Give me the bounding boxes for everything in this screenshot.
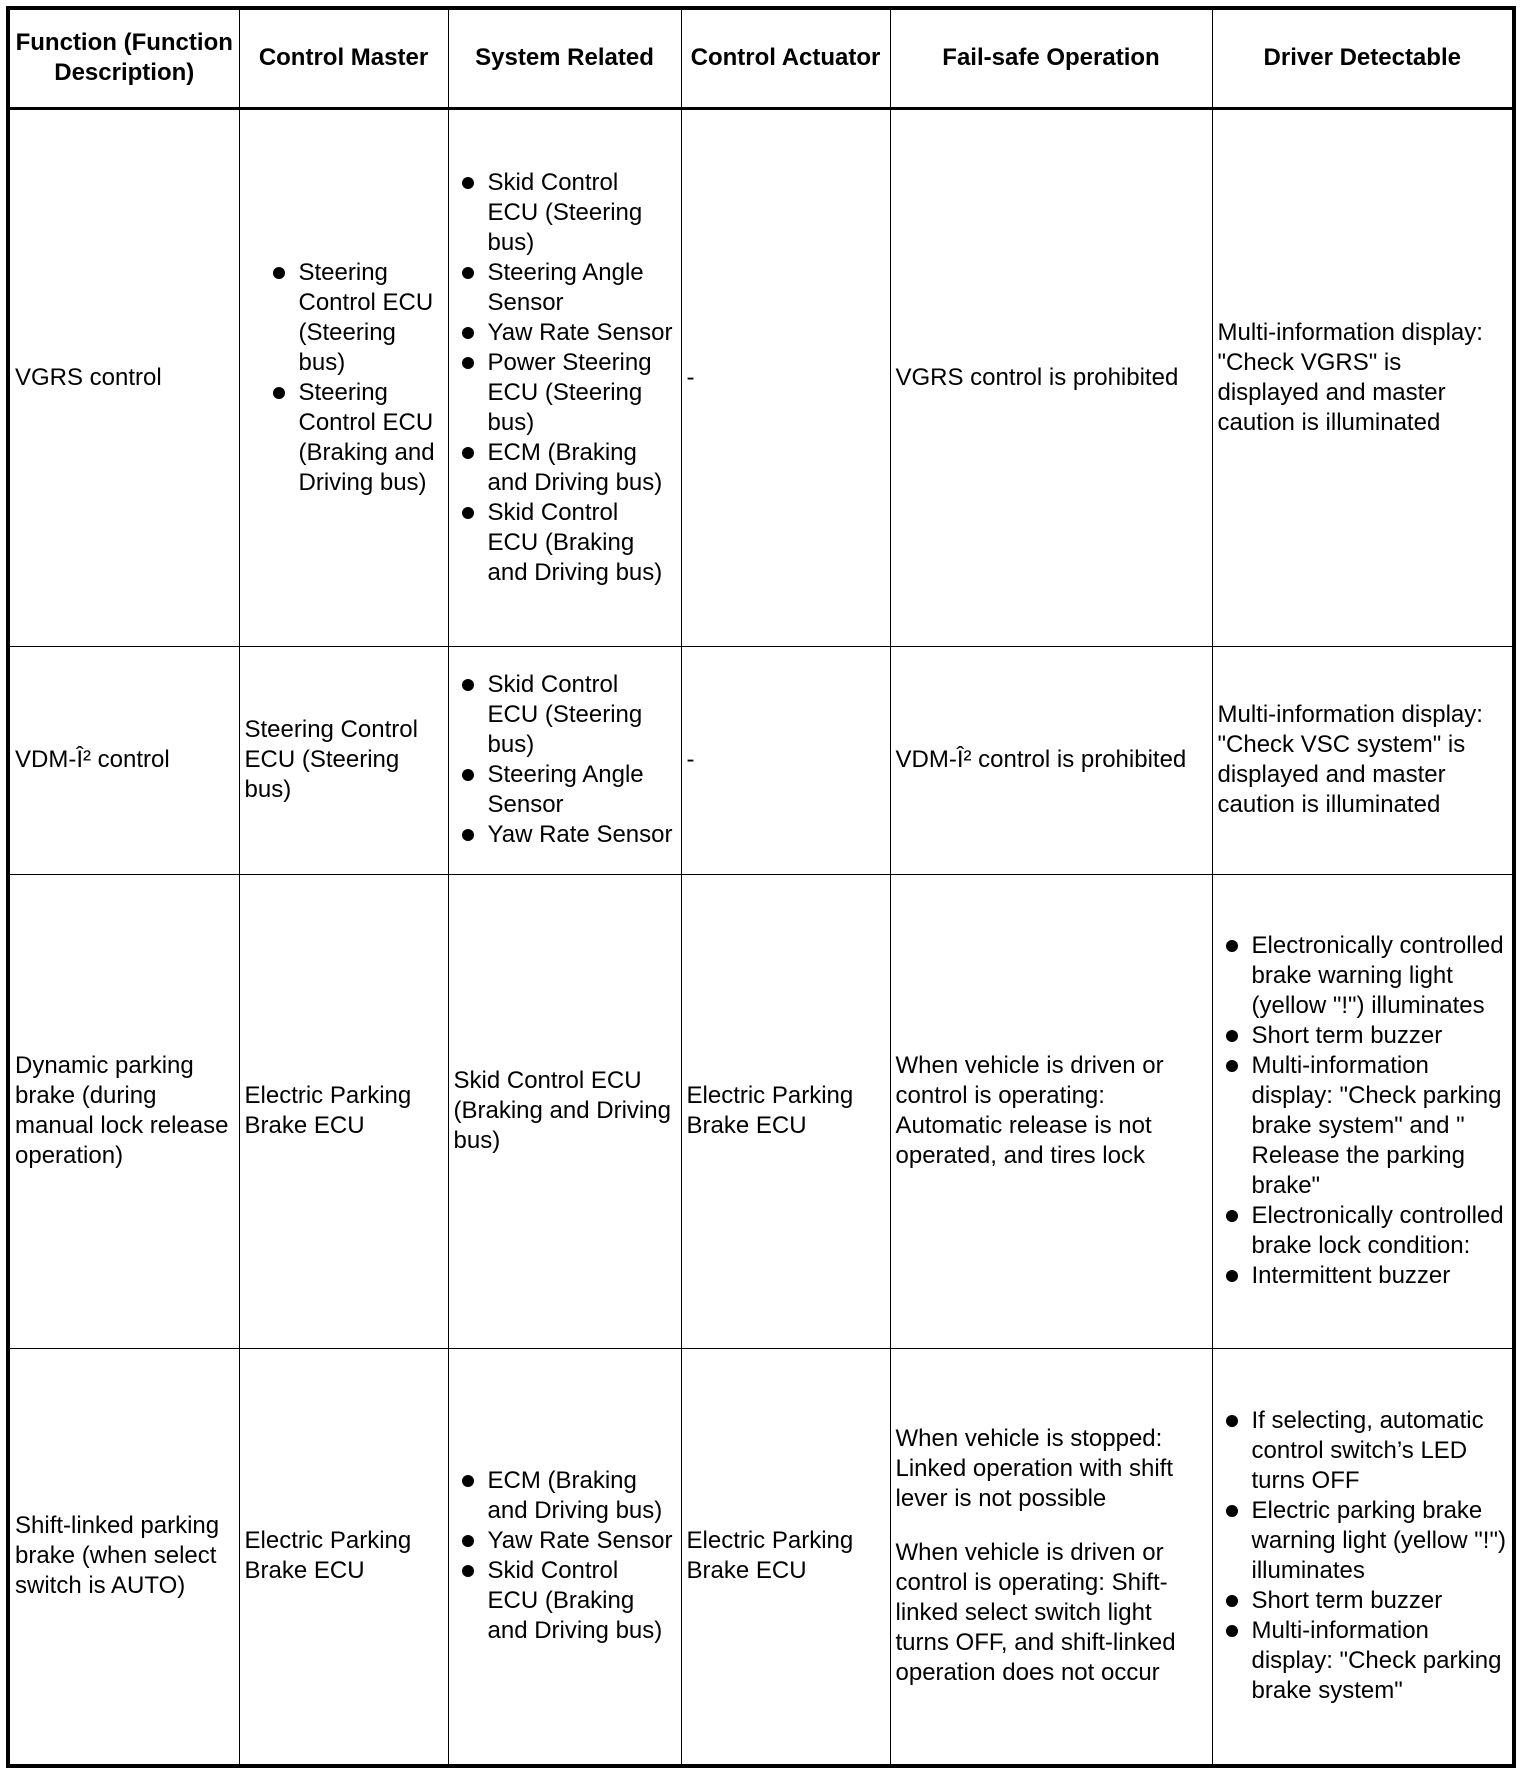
list-item: Skid Control ECU (Braking and Driving bus): [454, 1556, 675, 1646]
driver-detectable-list: [1218, 931, 1507, 1291]
fail-safe-text: When vehicle is stopped: Linked operation with shift lever is not possible: [895, 1425, 1173, 1513]
cell-control-master: Electric Parking Brake ECU: [239, 1348, 448, 1766]
header-function: Function (Function Description): [8, 8, 239, 108]
driver-detectable-list: [1218, 1406, 1507, 1706]
list-item: Short term buzzer: [1218, 1586, 1507, 1616]
cell-fail-safe-operation: [890, 874, 1212, 1348]
cell-driver-detectable: Multi-information display: "Check VSC system" is displayed and master caution is illuminated: [1212, 646, 1514, 874]
function-table-sheet: [6, 6, 1516, 1768]
cell-control-actuator: -: [681, 646, 890, 874]
header-driver-detectable: Driver Detectable: [1212, 8, 1514, 108]
header-system-related: System Related: [448, 8, 681, 108]
cell-function: Dynamic parking brake (during manual lock release operation): [8, 874, 239, 1348]
list-item: Multi-information display: "Check parking brake system" and " Release the parking brake": [1218, 1051, 1507, 1201]
table-row: [8, 1348, 1514, 1766]
list-item: Electronically controlled brake lock condition:: [1218, 1201, 1507, 1261]
fail-safe-text: VGRS control is prohibited: [895, 363, 1179, 391]
list-item: Yaw Rate Sensor: [454, 1526, 675, 1556]
list-item: Yaw Rate Sensor: [454, 318, 675, 348]
cell-driver-detectable: [1212, 874, 1514, 1348]
table-row: [8, 646, 1514, 874]
system-related-list: [454, 670, 675, 850]
list-item: Electronically controlled brake warning light (yellow "!") illuminates: [1218, 931, 1507, 1021]
list-item: Skid Control ECU (Steering bus): [454, 168, 675, 258]
control-master-list: [265, 258, 442, 498]
list-item: Steering Angle Sensor: [454, 258, 675, 318]
list-item: ECM (Braking and Driving bus): [454, 438, 675, 498]
cell-function: VDM-Î² control: [8, 646, 239, 874]
cell-system-related: [448, 1348, 681, 1766]
list-item: Skid Control ECU (Steering bus): [454, 670, 675, 760]
cell-driver-detectable: [1212, 1348, 1514, 1766]
system-related-list: [454, 1466, 675, 1646]
list-item: Short term buzzer: [1218, 1021, 1507, 1051]
cell-function: Shift-linked parking brake (when select switch is AUTO): [8, 1348, 239, 1766]
cell-fail-safe-operation: [890, 1348, 1212, 1766]
system-related-list: [454, 168, 675, 588]
cell-control-master: Steering Control ECU (Steering bus): [239, 646, 448, 874]
fail-safe-text: When vehicle is driven or control is operating: Automatic release is not operated, and tires lock: [895, 1052, 1164, 1169]
list-item: Yaw Rate Sensor: [454, 820, 675, 850]
header-control-master: Control Master: [239, 8, 448, 108]
header-control-actuator: Control Actuator: [681, 8, 890, 108]
list-item: Steering Control ECU (Braking and Driving bus): [265, 378, 442, 498]
header-fail-safe-operation: Fail-safe Operation: [890, 8, 1212, 108]
cell-control-actuator: Electric Parking Brake ECU: [681, 874, 890, 1348]
cell-control-actuator: Electric Parking Brake ECU: [681, 1348, 890, 1766]
list-item: Steering Control ECU (Steering bus): [265, 258, 442, 378]
table-row: [8, 874, 1514, 1348]
cell-system-related: [448, 108, 681, 646]
cell-driver-detectable: Multi-information display: "Check VGRS" is displayed and master caution is illuminated: [1212, 108, 1514, 646]
list-item: Power Steering ECU (Steering bus): [454, 348, 675, 438]
list-item: Electric parking brake warning light (yellow "!") illuminates: [1218, 1496, 1507, 1586]
cell-control-master: [239, 108, 448, 646]
fail-safe-text: VDM-Î² control is prohibited: [895, 746, 1187, 773]
list-item: ECM (Braking and Driving bus): [454, 1466, 675, 1526]
cell-system-related: Skid Control ECU (Braking and Driving bus): [448, 874, 681, 1348]
cell-fail-safe-operation: [890, 108, 1212, 646]
list-item: Skid Control ECU (Braking and Driving bus): [454, 498, 675, 588]
header-row: [8, 8, 1514, 108]
cell-control-actuator: -: [681, 108, 890, 646]
list-item: Steering Angle Sensor: [454, 760, 675, 820]
cell-system-related: [448, 646, 681, 874]
cell-function: VGRS control: [8, 108, 239, 646]
cell-fail-safe-operation: [890, 646, 1212, 874]
fail-safe-function-table: [6, 6, 1516, 1768]
table-row: [8, 108, 1514, 646]
list-item: Intermittent buzzer: [1218, 1261, 1507, 1291]
list-item: If selecting, automatic control switch’s LED turns OFF: [1218, 1406, 1507, 1496]
cell-control-master: Electric Parking Brake ECU: [239, 874, 448, 1348]
list-item: Multi-information display: "Check parking brake system": [1218, 1616, 1507, 1706]
fail-safe-text: When vehicle is driven or control is operating: Shift-linked select switch light turns OFF, and shift-linked operation does not occur: [895, 1539, 1176, 1687]
